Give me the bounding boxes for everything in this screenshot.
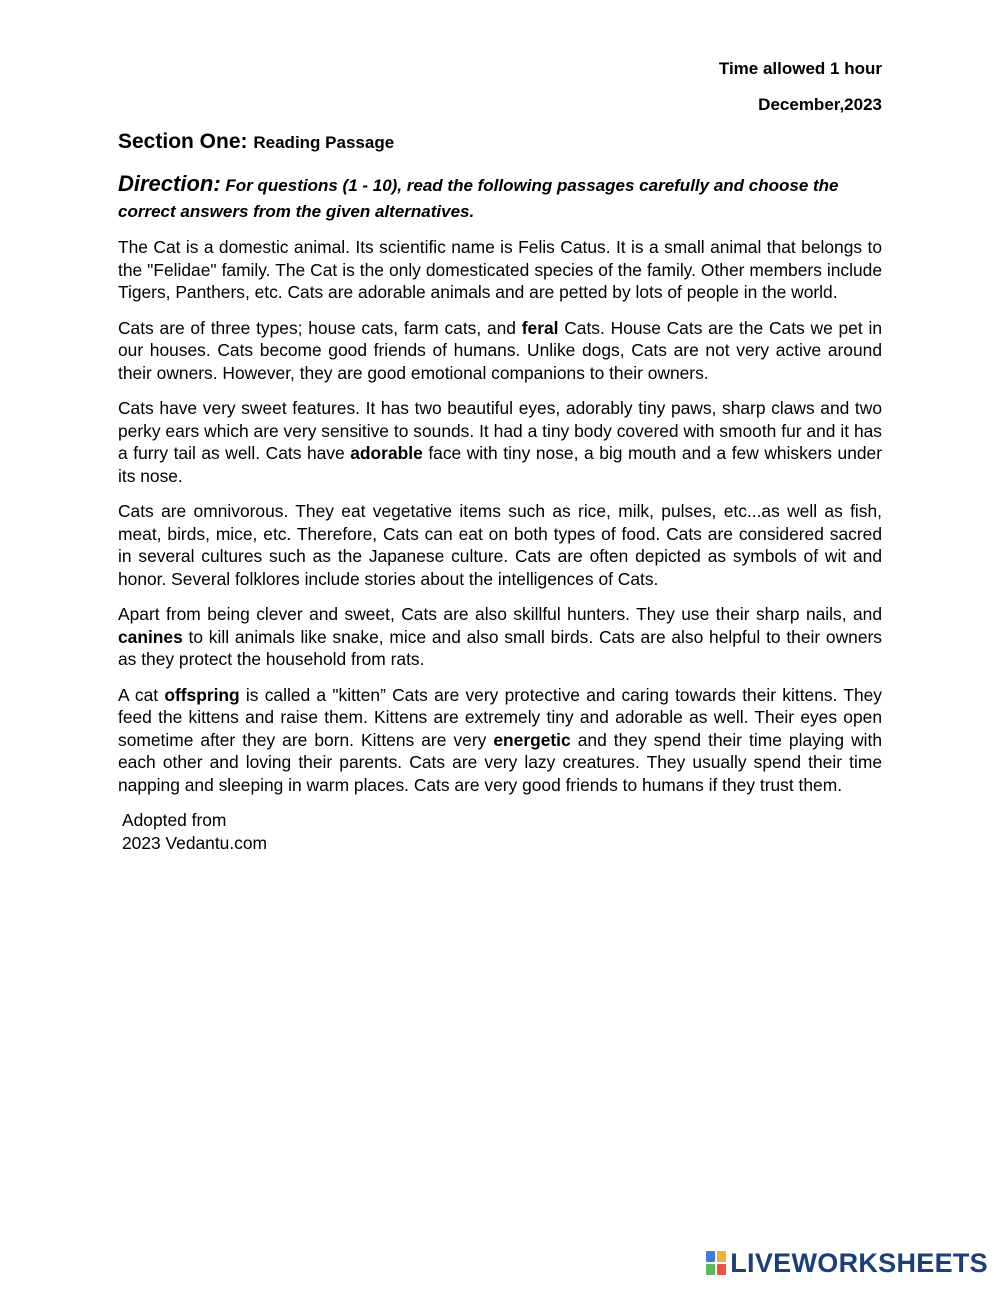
- passage-paragraph-4: [118, 500, 882, 590]
- passage-paragraph-6: [118, 684, 882, 797]
- time-allowed: Time allowed 1 hour: [718, 59, 882, 78]
- passage-paragraph-1: [118, 236, 882, 304]
- paragraph-text: to kill animals like snake, mice and also small birds. Cats are also helpful to their owners as they protect the household from rats.: [118, 626, 882, 669]
- keyword-feral: feral: [521, 317, 559, 338]
- source-line-2: 2023 Vedantu.com: [122, 833, 268, 853]
- logo-square-1: [706, 1251, 715, 1262]
- paragraph-text: Cats. House Cats are the Cats we pet in our houses. Cats become good friends of humans. Unlike dogs, Cats are not very active around their owners. However, they are good emotional companions to their owners.: [118, 317, 882, 383]
- paragraph-text: Apart from being clever and sweet, Cats are also skillful hunters. They use their sharp nails, and: [118, 604, 882, 624]
- passage-paragraph-2: [118, 317, 882, 385]
- paragraph-text: is called a "kitten” Cats are very protective and caring towards their kittens. They feed the kittens and raise them. Kittens are extremely tiny and adorable as well. Their eyes open sometime after they are born. Kittens are very: [118, 684, 882, 750]
- passage-paragraph-5: [118, 603, 882, 671]
- paragraph-text: face with tiny nose, a big mouth and a few whiskers under its nose.: [118, 443, 882, 486]
- reading-passage: [118, 236, 882, 855]
- section-title: [118, 129, 882, 156]
- direction-text: For questions (1 - 10), read the following passages carefully and choose the correct answers from the given alternatives.: [118, 176, 839, 221]
- logo-mark-icon: [706, 1251, 726, 1275]
- paragraph-text: Cats are of three types; house cats, farm cats, and: [118, 317, 522, 338]
- keyword-adorable: adorable: [350, 443, 423, 463]
- paragraph-text: A cat: [118, 684, 165, 705]
- paragraph-text: Cats are omnivorous. They eat vegetative items such as rice, milk, pulses, etc...as well as fish, meat, birds, mice, etc. Therefore, Cats can eat on both types of food. Cats are considered sacred in several cultures such as the Japanese culture. Cats are often depicted as symbols of wit and honor. Several folklores include stories about the intelligences of Cats.: [118, 501, 882, 589]
- keyword-energetic: energetic: [493, 729, 571, 750]
- logo-square-4: [717, 1264, 726, 1275]
- keyword-canines: canines: [118, 626, 183, 647]
- source-line-1: Adopted from: [122, 810, 227, 830]
- logo-text: LIVEWORKSHEETS: [730, 1247, 988, 1278]
- passage-paragraph-3: [118, 397, 882, 487]
- liveworksheets-logo[interactable]: [706, 1246, 988, 1280]
- paragraph-text: The Cat is a domestic animal. Its scientific name is Felis Catus. It is a small animal that belongs to the "Felidae" family. The Cat is the only domesticated species of the family. Other members include Tigers, Panthers, etc. Cats are adorable animals and are petted by lots of people in the world.: [118, 237, 882, 302]
- exam-date: December,2023: [758, 95, 882, 114]
- direction: [118, 171, 882, 225]
- logo-square-3: [706, 1264, 715, 1275]
- paragraph-text: and they spend their time playing with each other and loving their parents. Cats are very lazy creatures. They usually spend their time napping and sleeping in warm places. Cats are very good friends to humans if they trust them.: [118, 729, 883, 795]
- keyword-offspring: offspring: [164, 684, 240, 705]
- paragraph-text: Cats have very sweet features. It has two beautiful eyes, adorably tiny paws, sharp claws and two perky ears which are very sensitive to sounds. It had a tiny body covered with smooth fur and it has a furry tail as well. Cats have: [118, 398, 882, 463]
- section-label: Section One:: [118, 130, 248, 153]
- logo-square-2: [717, 1251, 726, 1262]
- section-subtitle: Reading Passage: [253, 133, 395, 152]
- direction-label: Direction:: [118, 171, 221, 196]
- source-attribution: [122, 809, 882, 855]
